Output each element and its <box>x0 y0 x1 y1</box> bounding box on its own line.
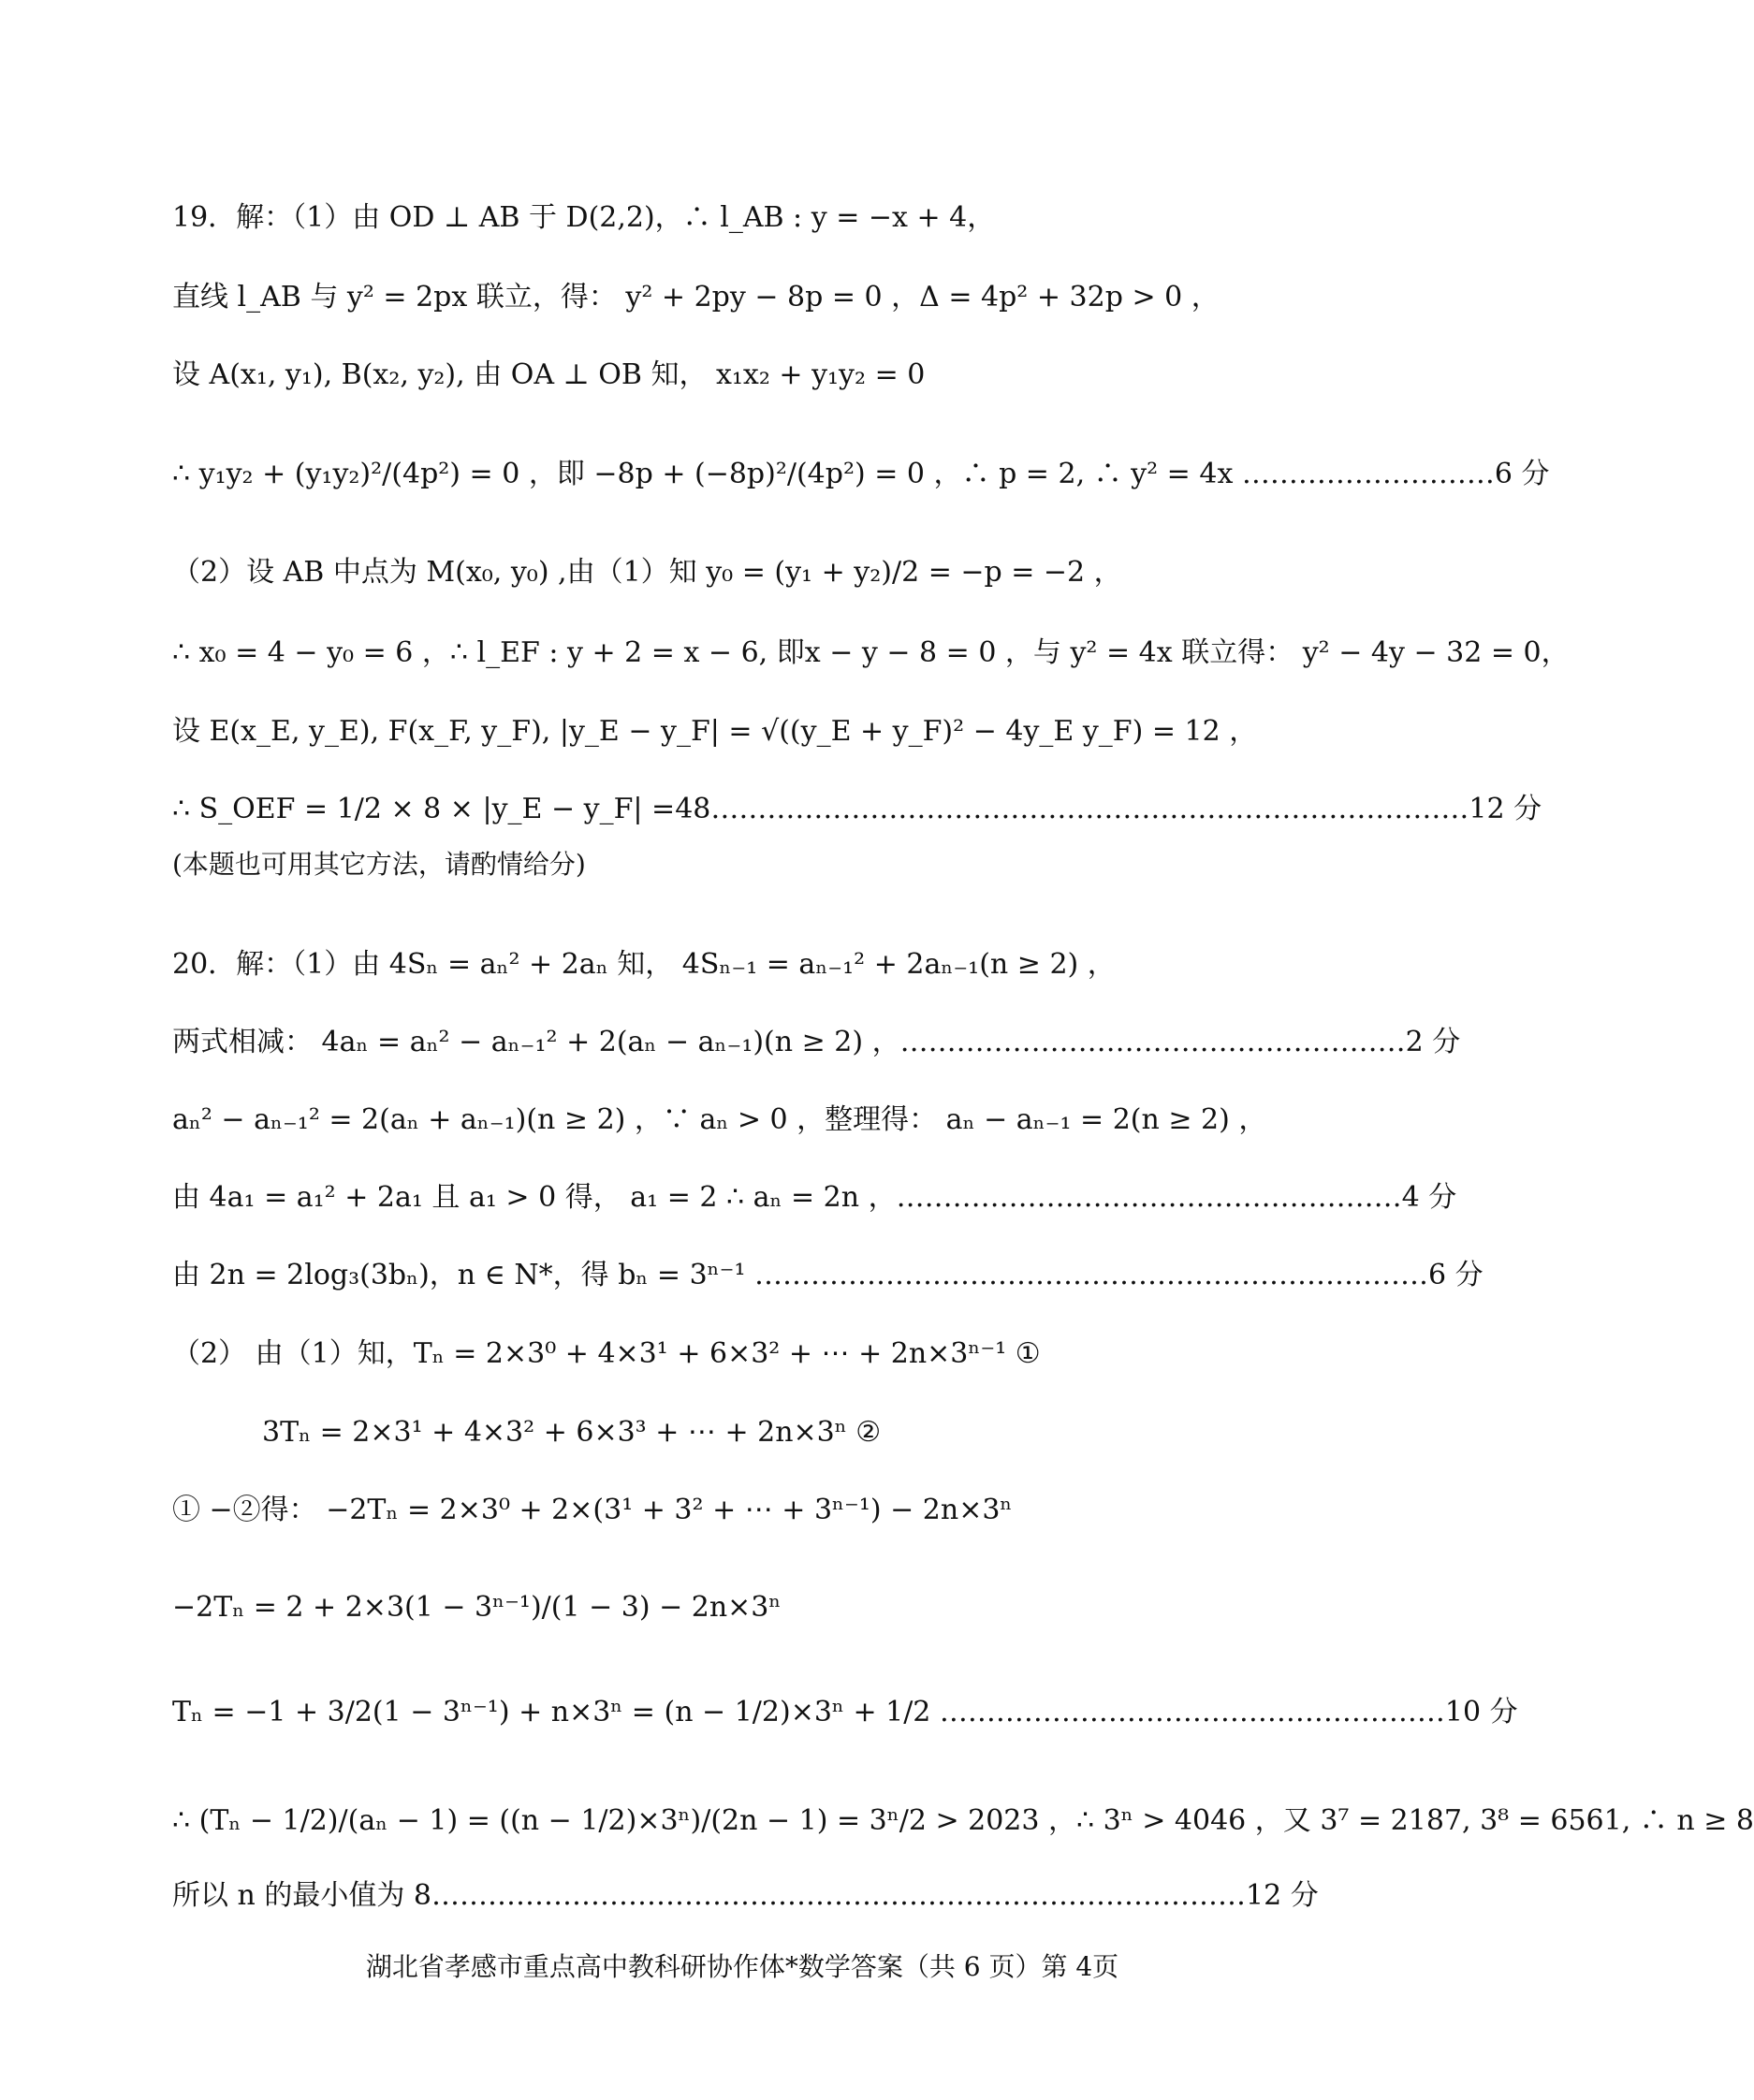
p20-line-9: −2Tₙ = 2 + 2×3(1 − 3ⁿ⁻¹)/(1 − 3) − 2n×3ⁿ <box>172 1591 782 1624</box>
p20-line-2: 两式相减： 4aₙ = aₙ² − aₙ₋₁² + 2(aₙ − aₙ₋₁)(n ≥ 2) ，………………………………………………2 分 <box>172 1026 1461 1058</box>
p20-line-5: 由 2n = 2log₃(3bₙ)，n ∈ N*，得 bₙ = 3ⁿ⁻¹ ………………………………………………………………6 分 <box>172 1259 1484 1291</box>
p19-line-3: 设 A(x₁, y₁), B(x₂, y₂), 由 OA ⊥ OB 知， x₁x₂ + y₁y₂ = 0 <box>172 358 926 391</box>
p20-line-3: aₙ² − aₙ₋₁² = 2(aₙ + aₙ₋₁)(n ≥ 2) ，∵ aₙ > 0 ，整理得： aₙ − aₙ₋₁ = 2(n ≥ 2) ， <box>172 1103 1267 1136</box>
p20-line-1: 20．解：（1）由 4Sₙ = aₙ² + 2aₙ 知， 4Sₙ₋₁ = aₙ₋₁² + 2aₙ₋₁(n ≥ 2) ， <box>172 948 1116 981</box>
p19-line-8: ∴ S_OEF = 1/2 × 8 × |y_E − y_F| =48………………………………………………………………………12 分 <box>172 793 1542 825</box>
p20-line-10: Tₙ = −1 + 3/2(1 − 3ⁿ⁻¹) + n×3ⁿ = (n − 1/2)×3ⁿ + 1/2 ………………………………………………10 分 <box>172 1696 1518 1728</box>
p19-line-4: ∴ y₁y₂ + (y₁y₂)²/(4p²) = 0 ，即 −8p + (−8p)²/(4p²) = 0 ，∴ p = 2, ∴ y² = 4x ………………………6 分 <box>172 458 1550 490</box>
p19-line-1: 19．解：（1）由 OD ⊥ AB 于 D(2,2)，∴ l_AB : y = −x + 4， <box>172 201 996 234</box>
p20-line-11: ∴ (Tₙ − 1/2)/(aₙ − 1) = ((n − 1/2)×3ⁿ)/(2n − 1) = 3ⁿ/2 > 2023 ，∴ 3ⁿ > 4046 ，又 3⁷ = 2187, 3⁸ = 6561, ∴ n ≥ 8 <box>172 1804 1754 1837</box>
p19-line-5: （2）设 AB 中点为 M(x₀, y₀) ,由（1）知 y₀ = (y₁ + y₂)/2 = −p = −2 ， <box>172 556 1122 589</box>
p20-line-12: 所以 n 的最小值为 8……………………………………………………………………………12 分 <box>172 1879 1319 1912</box>
p19-line-7: 设 E(x_E, y_E), F(x_F, y_F), |y_E − y_F| = √((y_E + y_F)² − 4y_E y_F) = 12 ， <box>172 715 1258 748</box>
p19-scoring-note: (本题也可用其它方法，请酌情给分) <box>172 849 586 880</box>
p20-line-4: 由 4a₁ = a₁² + 2a₁ 且 a₁ > 0 得， a₁ = 2 ∴ aₙ = 2n ，………………………………………………4 分 <box>172 1181 1457 1214</box>
p19-line-2: 直线 l_AB 与 y² = 2px 联立，得： y² + 2py − 8p = 0 ，Δ = 4p² + 32p > 0 ， <box>172 281 1220 314</box>
p20-line-8: ① −②得： −2Tₙ = 2×3⁰ + 2×(3¹ + 3² + ⋯ + 3ⁿ⁻¹) − 2n×3ⁿ <box>172 1494 1013 1526</box>
p20-line-7: 3Tₙ = 2×3¹ + 4×3² + 6×3³ + ⋯ + 2n×3ⁿ ② <box>262 1416 882 1449</box>
p19-line-6: ∴ x₀ = 4 − y₀ = 6 ，∴ l_EF : y + 2 = x − 6, 即x − y − 8 = 0 ，与 y² = 4x 联立得： y² − 4y − 32 = 0， <box>172 636 1570 669</box>
p20-line-6: （2） 由（1）知，Tₙ = 2×3⁰ + 4×3¹ + 6×3² + ⋯ + 2n×3ⁿ⁻¹ ① <box>172 1337 1041 1370</box>
page-footer: 湖北省孝感市重点高中教科研协作体*数学答案（共 6 页）第 4页 <box>365 1951 1119 1982</box>
